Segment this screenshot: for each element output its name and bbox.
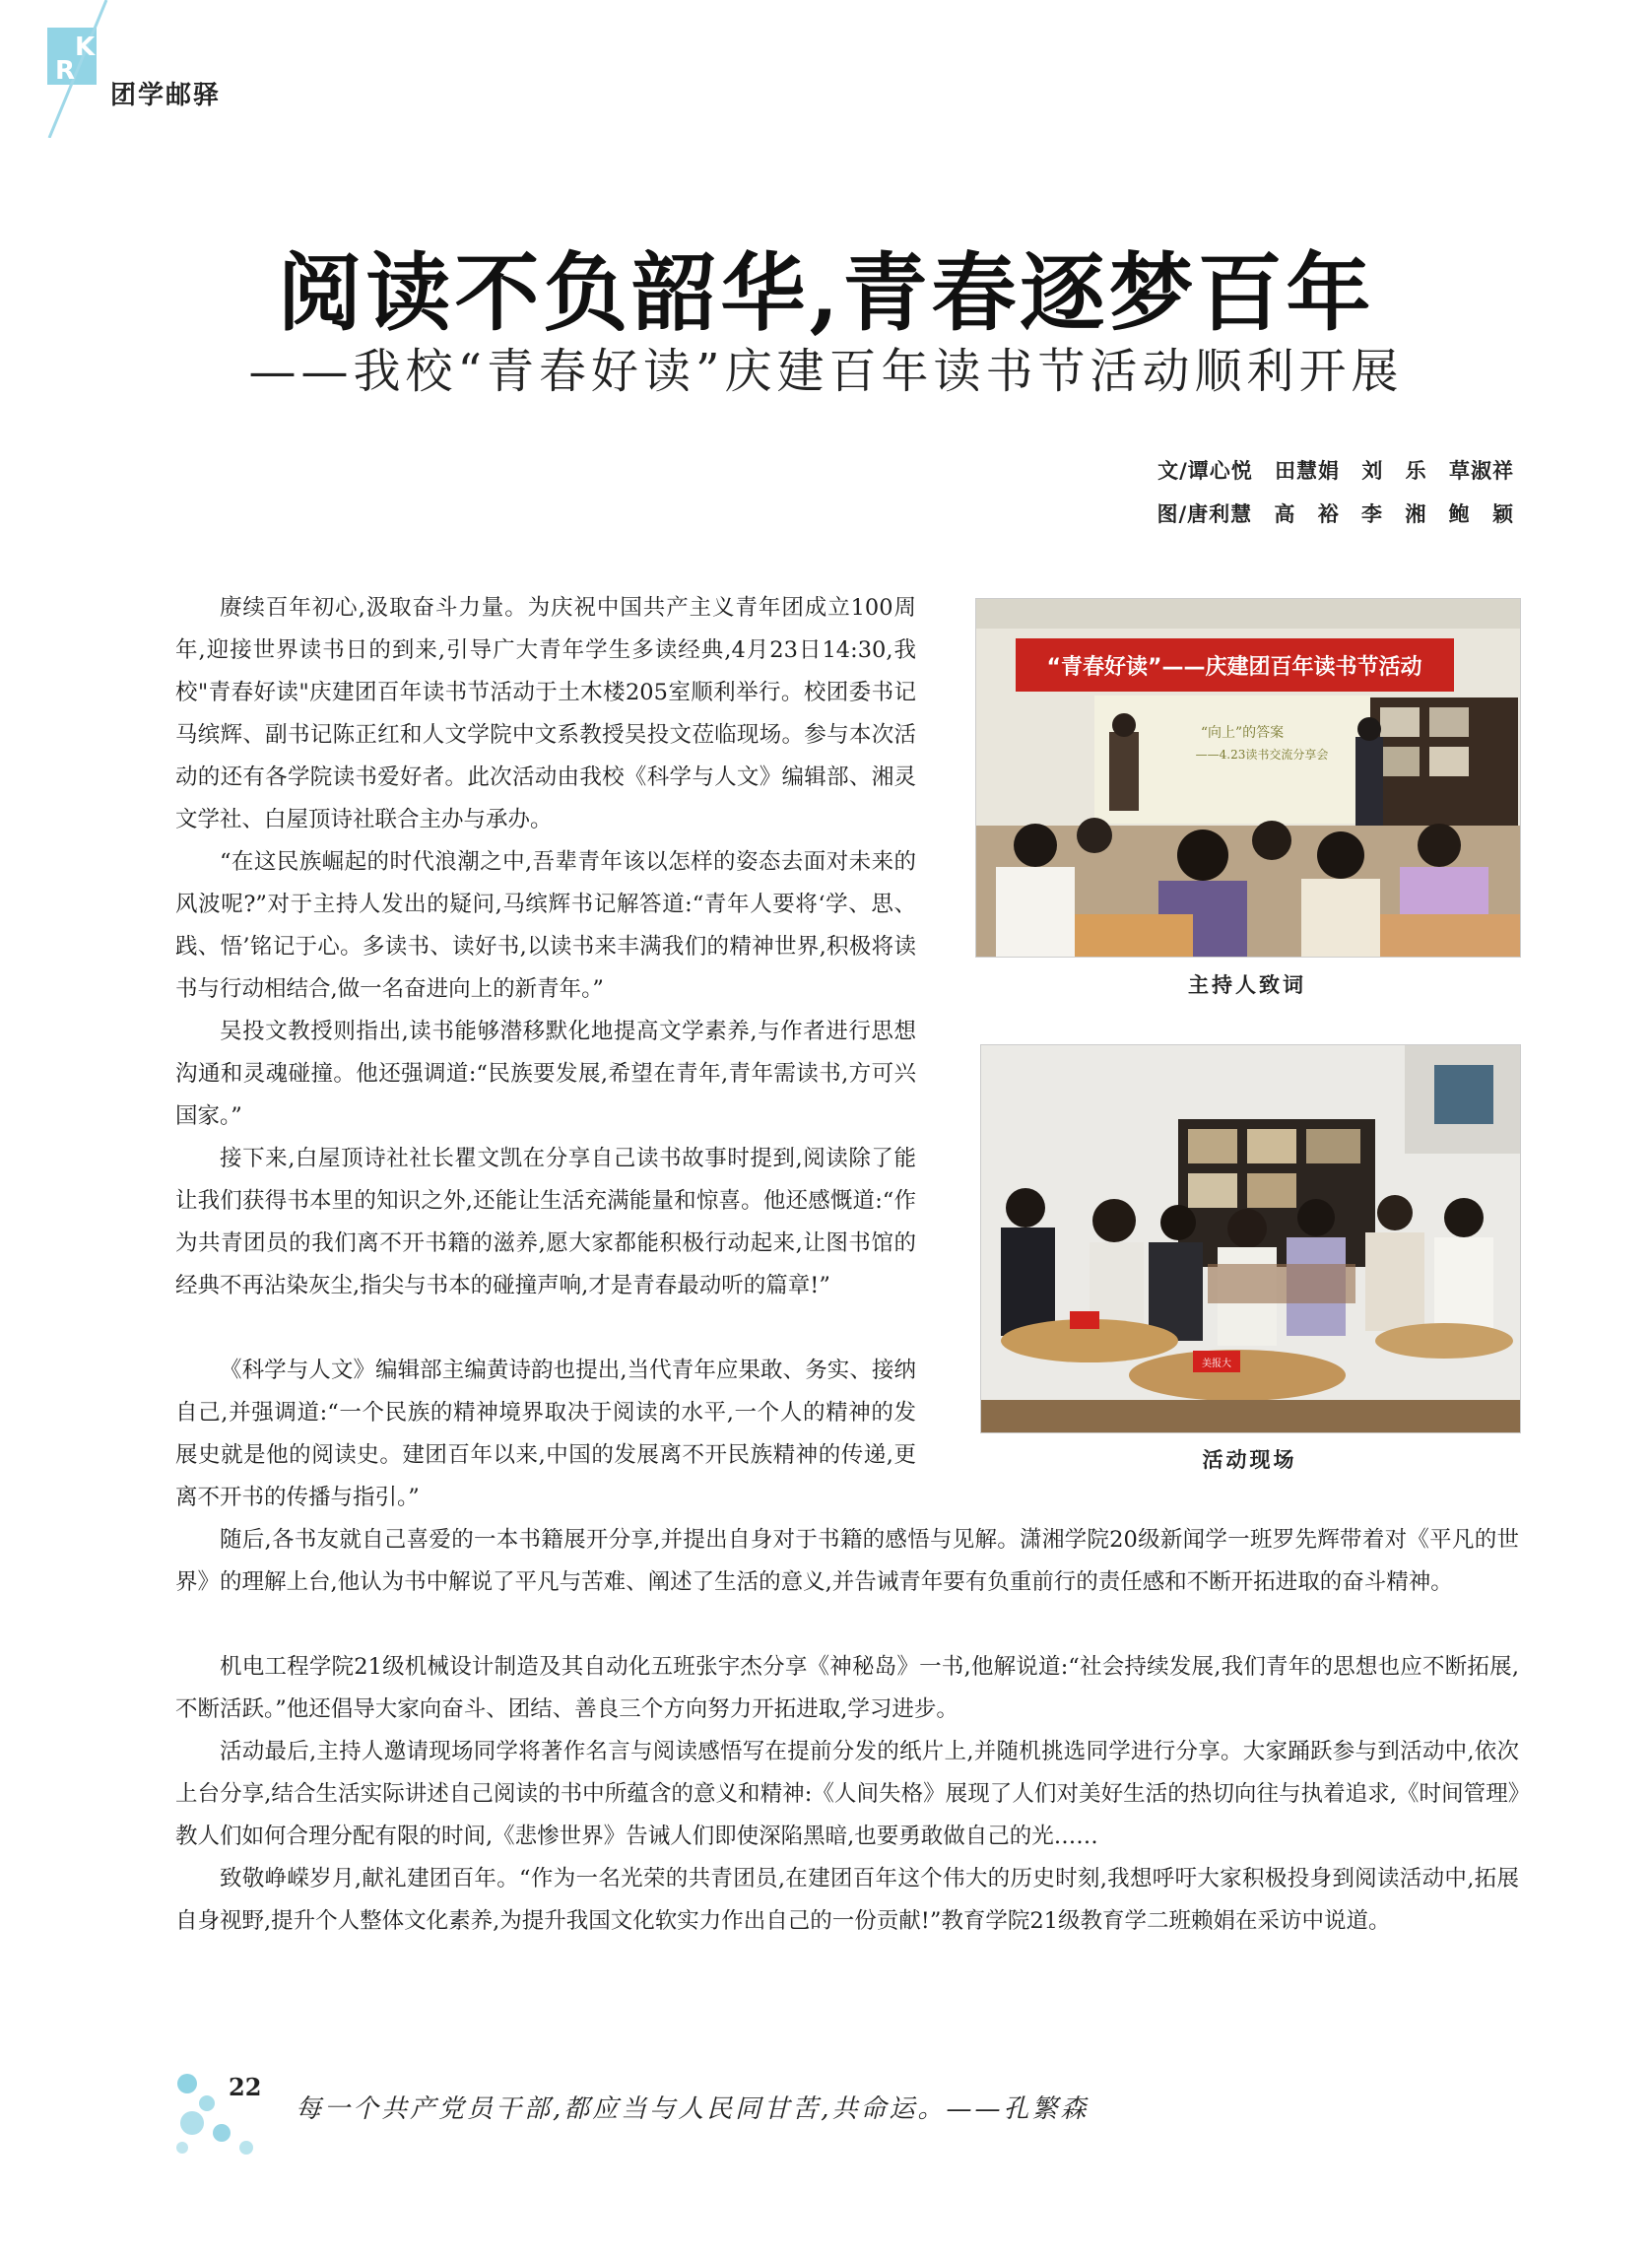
table-card-text: 美报大 bbox=[1202, 1359, 1231, 1369]
photo-event-scene-image bbox=[981, 1045, 1520, 1432]
body-paragraph: 致敬峥嵘岁月,献礼建团百年。“作为一名光荣的共青团员,在建团百年这个伟大的历史时刻,我想呼吁大家积极投身到阅读活动中,拓展自身视野,提升个人整体文化素养,为提升我国文化软实力作出自己的一份贡献!”教育学院21级教育学二班赖娟在采访中说道。 bbox=[175, 1866, 1519, 1934]
body-paragraph: 活动最后,主持人邀请现场同学将著作名言与阅读感悟写在提前分发的纸片上,并随机挑选同学进行分享。大家踊跃参与到活动中,依次上台分享,结合生活实际讲述自己阅读的书中所蕴含的意义和精神:《人间失格》展现了人们对美好生活的热切向往与执着追求,《时间管理》教人们如何合理分配有限的时间,《悲惨世界》告诫人们即使深陷黑暗,也要勇敢做自己的光…… bbox=[175, 1739, 1519, 1849]
body-paragraph: “在这民族崛起的时代浪潮之中,吾辈青年该以怎样的姿态去面对未来的风波呢?”对于主持人发出的疑问,马缤辉书记解答道:“青年人要将‘学、思、践、悟’铭记于心。多读书、读好书,以读书来丰满我们的精神世界,积极将读书与行动相结合,做一名奋进向上的新青年。” bbox=[175, 849, 916, 1002]
section-label: 团学邮驿 bbox=[110, 81, 222, 110]
photo-host-speech-image bbox=[976, 599, 1520, 957]
photo-event-scene bbox=[980, 1044, 1521, 1433]
photo-caption: 主持人致词 bbox=[1188, 972, 1306, 997]
screen-subtitle: ——4.23读书交流分享会 bbox=[1195, 748, 1329, 762]
article-title: 阅读不负韶华,青春逐梦百年 bbox=[277, 243, 1375, 343]
logo-letter-k: K bbox=[75, 33, 96, 62]
page-number: 22 bbox=[229, 2073, 262, 2101]
body-paragraph: 随后,各书友就自己喜爱的一本书籍展开分享,并提出自身对于书籍的感悟与见解。潇湘学院20级新闻学一班罗先辉带着对《平凡的世界》的理解上台,他认为书中解说了平凡与苦难、阐述了生活的意义,并告诫青年要有负重前行的责任感和不断开拓进取的奋斗精神。 bbox=[175, 1527, 1519, 1595]
photo-credit: 图/唐利慧 高 裕 李 湘 鲍 颖 bbox=[1156, 502, 1514, 526]
logo-letter-r: R bbox=[55, 56, 76, 86]
author-credit: 文/谭心悦 田慧娟 刘 乐 草淑祥 bbox=[1157, 459, 1514, 483]
photo-host-speech bbox=[975, 598, 1521, 958]
body-paragraph: 机电工程学院21级机械设计制造及其自动化五班张宇杰分享《神秘岛》一书,他解说道:“社会持续发展,我们青年的思想也应不断拓展,不断活跃。”他还倡导大家向奋斗、团结、善良三个方向努力开拓进取,学习进步。 bbox=[175, 1654, 1519, 1722]
body-paragraph: 接下来,白屋顶诗社社长瞿文凯在分享自己读书故事时提到,阅读除了能让我们获得书本里的知识之外,还能让生活充满能量和惊喜。他还感慨道:“作为共青团员的我们离不开书籍的滋养,愿大家都能积极行动起来,让图书馆的经典不再沾染灰尘,指尖与书本的碰撞声响,才是青春最动听的篇章!” bbox=[175, 1146, 916, 1298]
screen-title: “向上”的答案 bbox=[1200, 725, 1285, 741]
photo-caption: 活动现场 bbox=[1202, 1447, 1297, 1472]
body-paragraph: 吴投文教授则指出,读书能够潜移默化地提高文学素养,与作者进行思想沟通和灵魂碰撞。他还强调道:“民族要发展,希望在青年,青年需读书,方可兴国家。” bbox=[175, 1019, 916, 1129]
body-paragraph: 赓续百年初心,汲取奋斗力量。为庆祝中国共产主义青年团成立100周年,迎接世界读书日的到来,引导广大青年学生多读经典,4月23日14:30,我校"青春好读"庆建团百年读书节活动于土木楼205室顺利举行。校团委书记马缤辉、副书记陈正红和人文学院中文系教授吴投文莅临现场。参与本次活动的还有各学院读书爱好者。此次活动由我校《科学与人文》编辑部、湘灵文学社、白屋顶诗社联合主办与承办。 bbox=[175, 595, 916, 832]
section-logo-icon bbox=[0, 0, 158, 138]
footer-quote: 每一个共产党员干部,都应当与人民同甘苦,共命运。——孔繁森 bbox=[296, 2094, 1090, 2124]
article-subtitle: ——我校“青春好读”庆建百年读书节活动顺利开展 bbox=[248, 344, 1404, 399]
body-paragraph: 《科学与人文》编辑部主编黄诗韵也提出,当代青年应果敢、务实、接纳自己,并强调道:“一个民族的精神境界取决于阅读的水平,一个人的精神的发展史就是他的阅读史。建团百年以来,中国的发展离不开民族精神的传递,更离不开书的传播与指引。” bbox=[175, 1358, 916, 1510]
banner-text: “青春好读”——庆建团百年读书节活动 bbox=[1046, 655, 1422, 680]
